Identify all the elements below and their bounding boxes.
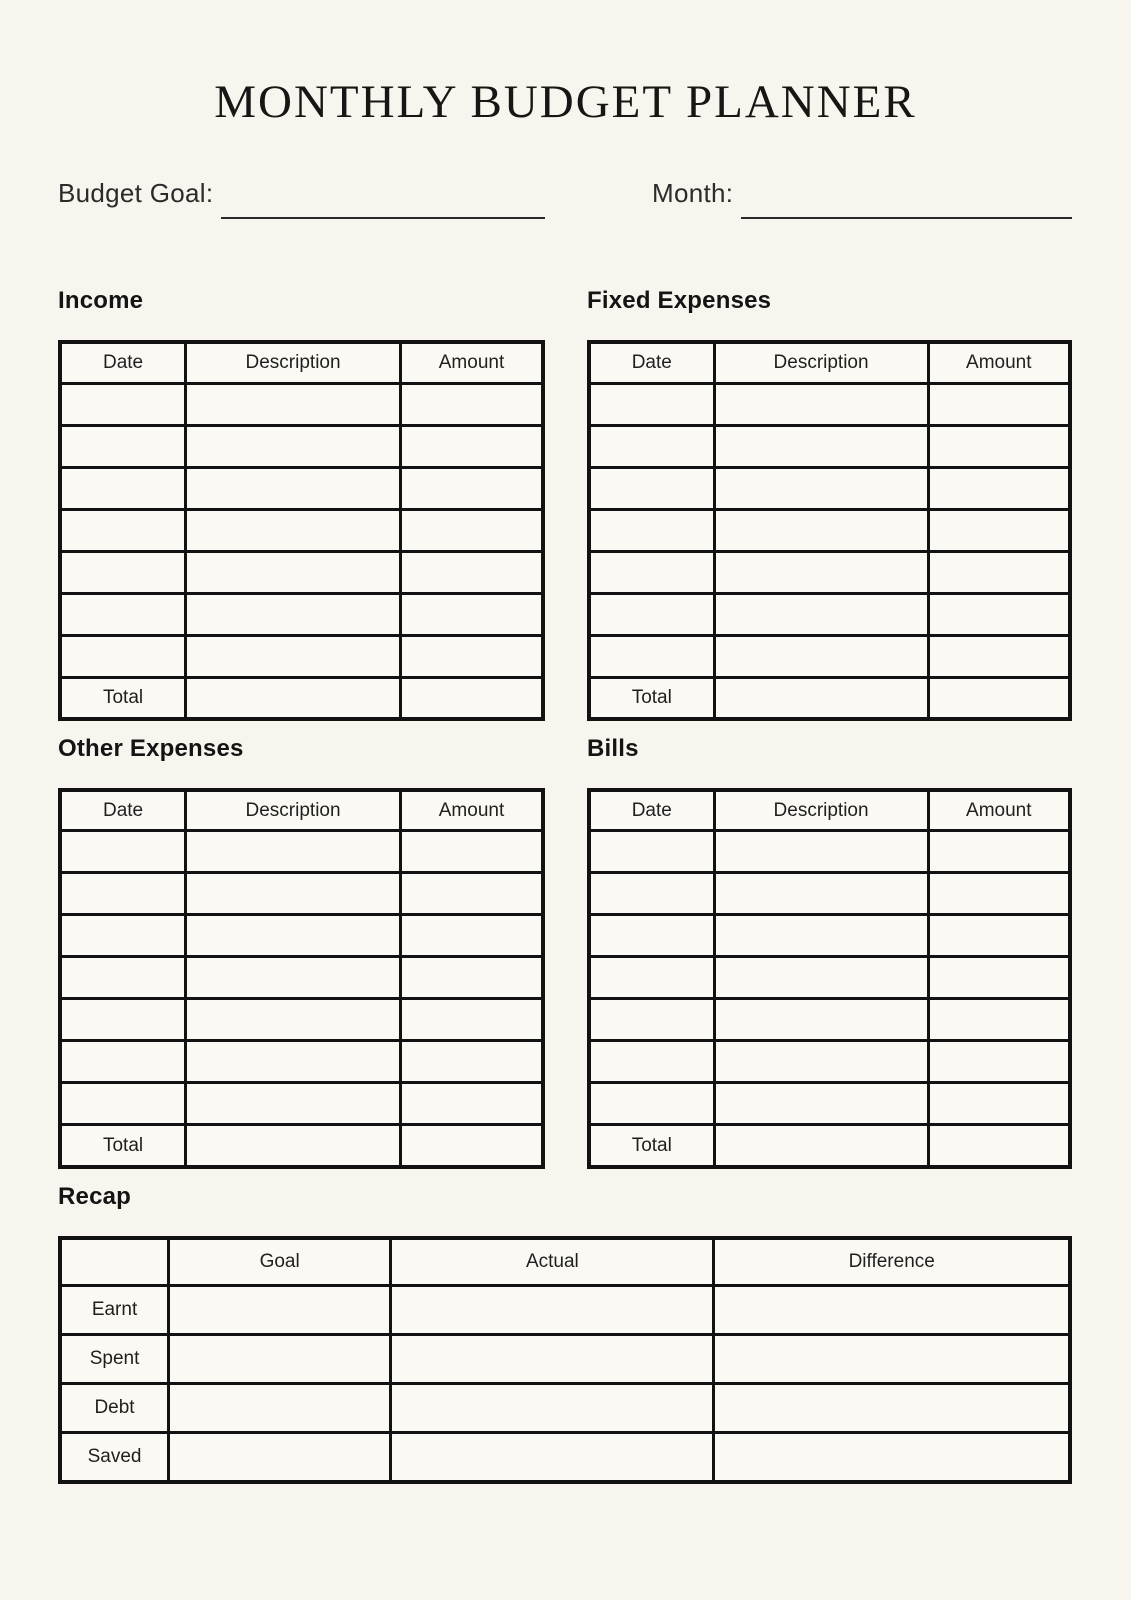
amount-cell[interactable] (928, 467, 1070, 509)
description-cell[interactable] (714, 915, 928, 957)
recap-header-row (60, 1238, 1070, 1286)
section-title-fixed-expenses: Fixed Expenses (587, 287, 772, 315)
table-row (589, 551, 1070, 593)
recap-row-label: Debt (60, 1384, 169, 1433)
date-cell[interactable] (589, 425, 714, 467)
description-cell[interactable] (186, 467, 401, 509)
other-expenses-section (58, 735, 545, 1169)
date-cell[interactable] (589, 593, 714, 635)
date-cell[interactable] (60, 831, 186, 873)
amount-cell[interactable] (928, 915, 1070, 957)
date-column-header: Date (60, 790, 186, 831)
date-cell[interactable] (589, 635, 714, 677)
entry-tables-grid (58, 287, 1072, 1169)
date-cell[interactable] (60, 635, 186, 677)
table-row (589, 467, 1070, 509)
recap-row (60, 1286, 1070, 1335)
difference-cell[interactable] (714, 1286, 1070, 1335)
income-section (58, 287, 545, 721)
description-column-header: Description (186, 790, 401, 831)
recap-section (58, 1183, 1072, 1484)
goal-cell[interactable] (169, 1384, 391, 1433)
description-cell[interactable] (186, 1041, 401, 1083)
table-row (589, 873, 1070, 915)
recap-table (58, 1236, 1072, 1484)
date-cell[interactable] (589, 1041, 714, 1083)
amount-cell[interactable] (401, 551, 544, 593)
total-amount-cell[interactable] (928, 677, 1070, 719)
date-cell[interactable] (60, 551, 186, 593)
bills-section (587, 735, 1072, 1169)
description-cell[interactable] (186, 1083, 401, 1125)
goal-cell[interactable] (169, 1433, 391, 1482)
fixed-expenses-section (587, 287, 1072, 721)
description-cell[interactable] (186, 873, 401, 915)
actual-cell[interactable] (391, 1384, 714, 1433)
table-header-row (60, 790, 543, 831)
date-cell[interactable] (589, 551, 714, 593)
amount-cell[interactable] (401, 509, 544, 551)
date-cell[interactable] (60, 425, 186, 467)
total-row (60, 677, 543, 719)
difference-cell[interactable] (714, 1335, 1070, 1384)
recap-empty-header (60, 1238, 169, 1286)
date-cell[interactable] (60, 1041, 186, 1083)
total-row (60, 1125, 543, 1167)
description-cell[interactable] (714, 383, 928, 425)
amount-cell[interactable] (928, 873, 1070, 915)
description-column-header: Description (714, 342, 928, 383)
description-cell[interactable] (186, 509, 401, 551)
amount-cell[interactable] (401, 635, 544, 677)
description-cell[interactable] (186, 831, 401, 873)
amount-cell[interactable] (401, 999, 544, 1041)
amount-cell[interactable] (928, 957, 1070, 999)
table-row (60, 915, 543, 957)
description-cell[interactable] (714, 509, 928, 551)
table-row (589, 425, 1070, 467)
recap-row (60, 1384, 1070, 1433)
amount-cell[interactable] (928, 383, 1070, 425)
date-cell[interactable] (589, 999, 714, 1041)
description-cell[interactable] (714, 1083, 928, 1125)
table-row (60, 873, 543, 915)
amount-column-header: Amount (928, 790, 1070, 831)
amount-column-header: Amount (928, 342, 1070, 383)
table-row (589, 383, 1070, 425)
goal-cell[interactable] (169, 1286, 391, 1335)
amount-cell[interactable] (928, 1041, 1070, 1083)
date-cell[interactable] (60, 383, 186, 425)
amount-cell[interactable] (401, 831, 544, 873)
difference-cell[interactable] (714, 1433, 1070, 1482)
budget-goal-label: Budget Goal: (58, 178, 214, 209)
amount-cell[interactable] (401, 915, 544, 957)
amount-cell[interactable] (401, 957, 544, 999)
table-row (60, 1041, 543, 1083)
date-cell[interactable] (60, 509, 186, 551)
amount-cell[interactable] (928, 593, 1070, 635)
date-cell[interactable] (60, 999, 186, 1041)
amount-column-header: Amount (401, 790, 544, 831)
recap-row-label: Saved (60, 1433, 169, 1482)
date-cell[interactable] (589, 467, 714, 509)
amount-cell[interactable] (401, 425, 544, 467)
date-cell[interactable] (589, 509, 714, 551)
description-cell[interactable] (186, 593, 401, 635)
total-description-cell[interactable] (186, 677, 401, 719)
recap-row-label: Earnt (60, 1286, 169, 1335)
total-description-cell[interactable] (714, 677, 928, 719)
date-cell[interactable] (60, 915, 186, 957)
month-field (587, 178, 1072, 209)
amount-cell[interactable] (401, 593, 544, 635)
table-row (589, 509, 1070, 551)
budget-goal-write-line[interactable] (221, 217, 545, 219)
section-title-income: Income (58, 287, 144, 315)
total-amount-cell[interactable] (928, 1125, 1070, 1167)
budget-goal-field (58, 178, 545, 209)
description-column-header: Description (714, 790, 928, 831)
actual-cell[interactable] (391, 1286, 714, 1335)
table-header-row (589, 790, 1070, 831)
total-label: Total (589, 1125, 714, 1167)
fixed-expenses-table (587, 340, 1072, 721)
table-row (589, 915, 1070, 957)
table-row (60, 383, 543, 425)
amount-cell[interactable] (928, 1083, 1070, 1125)
date-cell[interactable] (589, 383, 714, 425)
date-cell[interactable] (589, 1083, 714, 1125)
description-cell[interactable] (714, 425, 928, 467)
table-row (589, 593, 1070, 635)
amount-cell[interactable] (928, 509, 1070, 551)
total-amount-cell[interactable] (401, 677, 544, 719)
description-cell[interactable] (714, 467, 928, 509)
table-row (60, 957, 543, 999)
date-cell[interactable] (60, 957, 186, 999)
table-header-row (60, 342, 543, 383)
bills-table (587, 788, 1072, 1169)
table-row (60, 999, 543, 1041)
total-row (589, 1125, 1070, 1167)
goal-column-header: Goal (169, 1238, 391, 1286)
recap-row (60, 1335, 1070, 1384)
table-row (60, 509, 543, 551)
amount-cell[interactable] (401, 1041, 544, 1083)
date-cell[interactable] (589, 957, 714, 999)
total-description-cell[interactable] (714, 1125, 928, 1167)
date-column-header: Date (60, 342, 186, 383)
table-row (589, 1083, 1070, 1125)
date-cell[interactable] (589, 915, 714, 957)
page-title: MONTHLY BUDGET PLANNER (214, 76, 917, 128)
description-cell[interactable] (714, 1041, 928, 1083)
description-column-header: Description (186, 342, 401, 383)
description-cell[interactable] (186, 551, 401, 593)
amount-column-header: Amount (401, 342, 544, 383)
total-row (589, 677, 1070, 719)
actual-column-header: Actual (391, 1238, 714, 1286)
total-amount-cell[interactable] (401, 1125, 544, 1167)
amount-cell[interactable] (928, 551, 1070, 593)
table-row (589, 635, 1070, 677)
description-cell[interactable] (714, 593, 928, 635)
recap-row (60, 1433, 1070, 1482)
goal-cell[interactable] (169, 1335, 391, 1384)
amount-cell[interactable] (401, 383, 544, 425)
table-row (60, 593, 543, 635)
amount-cell[interactable] (401, 873, 544, 915)
other-expenses-table (58, 788, 545, 1169)
amount-cell[interactable] (401, 1083, 544, 1125)
description-cell[interactable] (186, 957, 401, 999)
section-title-bills: Bills (587, 735, 639, 763)
table-row (589, 831, 1070, 873)
date-cell[interactable] (60, 1083, 186, 1125)
description-cell[interactable] (714, 635, 928, 677)
total-label: Total (589, 677, 714, 719)
description-cell[interactable] (186, 635, 401, 677)
table-row (60, 635, 543, 677)
total-description-cell[interactable] (186, 1125, 401, 1167)
table-row (589, 1041, 1070, 1083)
table-row (60, 551, 543, 593)
table-row (60, 425, 543, 467)
description-cell[interactable] (186, 999, 401, 1041)
table-row (589, 957, 1070, 999)
amount-cell[interactable] (928, 635, 1070, 677)
amount-cell[interactable] (401, 467, 544, 509)
total-label: Total (60, 1125, 186, 1167)
difference-cell[interactable] (714, 1384, 1070, 1433)
actual-cell[interactable] (391, 1335, 714, 1384)
month-write-line[interactable] (741, 217, 1072, 219)
date-column-header: Date (589, 790, 714, 831)
date-cell[interactable] (60, 467, 186, 509)
date-cell[interactable] (589, 873, 714, 915)
table-row (60, 831, 543, 873)
actual-cell[interactable] (391, 1433, 714, 1482)
income-table (58, 340, 545, 721)
amount-cell[interactable] (928, 999, 1070, 1041)
month-label: Month: (652, 178, 734, 209)
amount-cell[interactable] (928, 425, 1070, 467)
table-row (60, 467, 543, 509)
description-cell[interactable] (186, 383, 401, 425)
description-cell[interactable] (714, 957, 928, 999)
table-header-row (589, 342, 1070, 383)
description-cell[interactable] (186, 915, 401, 957)
date-cell[interactable] (60, 593, 186, 635)
section-title-other-expenses: Other Expenses (58, 735, 244, 763)
date-cell[interactable] (589, 831, 714, 873)
amount-cell[interactable] (928, 831, 1070, 873)
description-cell[interactable] (714, 999, 928, 1041)
difference-column-header: Difference (714, 1238, 1070, 1286)
header-fields (58, 178, 1072, 209)
table-row (589, 999, 1070, 1041)
date-cell[interactable] (60, 873, 186, 915)
description-cell[interactable] (714, 873, 928, 915)
section-title-recap: Recap (58, 1182, 132, 1210)
recap-row-label: Spent (60, 1335, 169, 1384)
description-cell[interactable] (186, 425, 401, 467)
table-row (60, 1083, 543, 1125)
description-cell[interactable] (714, 831, 928, 873)
date-column-header: Date (589, 342, 714, 383)
total-label: Total (60, 677, 186, 719)
description-cell[interactable] (714, 551, 928, 593)
